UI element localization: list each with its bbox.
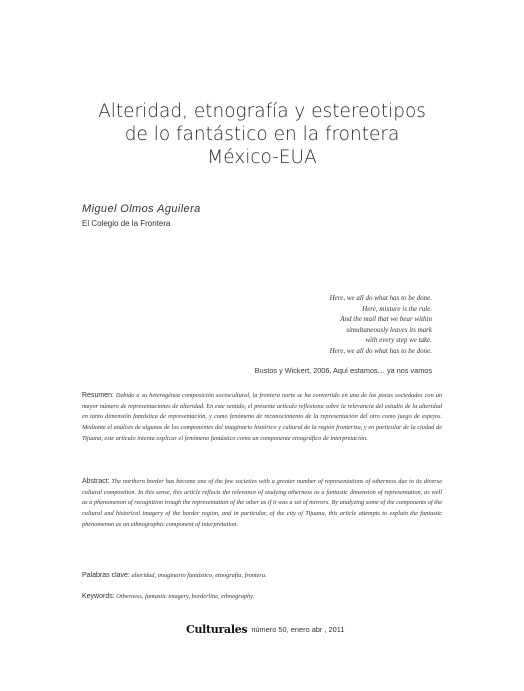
epigraph-line: And the mail that we bear within bbox=[340, 315, 432, 324]
epigraph-line: Here, we all do what has to be done. bbox=[329, 346, 432, 355]
abstract-spanish-text: Debido a su heterogénea composición sociocultural, la frontera norte se ha convertido en una de las pocas sociedades con un mayor número de representaciones de alteridad. En este sentido, el presente artículo reflexiona sobre la relevancia del estudio de la alteridad en tanto dimensión fantástica de representación, y como fenómeno de reconocimiento de la representación del otro como juego de espejos. Mediante el análisis de algunos de los componentes del imaginario histórico y cultural de la región fronteriza, y en particular de la ciudad de Tijuana, este artículo intenta explicar el fenómeno fantástico como un componente etnográfico de interpretación. bbox=[82, 392, 443, 442]
epigraph-line: Here, we all do what has to be done. bbox=[329, 294, 432, 302]
journal-logo: Culturales bbox=[186, 623, 248, 636]
title-line-2: de lo fantástico en la frontera bbox=[124, 124, 400, 145]
keywords-english bbox=[82, 592, 442, 603]
epigraph-line: Here, mixture is the rule. bbox=[362, 304, 432, 313]
page-footer bbox=[186, 623, 344, 636]
keywords-spanish-text: alteridad, imaginario fantástico, etnografía, frontera. bbox=[131, 572, 267, 579]
author-name: Miguel Olmos Aguilera bbox=[82, 203, 201, 215]
epigraph bbox=[212, 293, 432, 357]
epigraph-line: simultaneously leaves its mark bbox=[346, 325, 432, 334]
title-line-1: Alteridad, etnografía y estereotipos bbox=[98, 101, 426, 122]
keywords-english-label: Keywords: bbox=[82, 593, 115, 600]
abstract-spanish-label: Resumen: bbox=[82, 392, 114, 399]
article-title bbox=[60, 100, 464, 169]
epigraph-line: with every step we take. bbox=[365, 336, 432, 345]
abstract-english-label: Abstract: bbox=[82, 478, 110, 485]
keywords-english-text: Otherness, fantastic imagery, borderline, ethnography. bbox=[116, 593, 255, 600]
abstract-spanish bbox=[82, 391, 442, 445]
abstract-english bbox=[82, 477, 442, 531]
title-line-3: México-EUA bbox=[207, 147, 317, 168]
epigraph-source: Bustos y Wickert, 2006, Aquí estamos… ya nos vamos bbox=[254, 366, 432, 375]
keywords-spanish-label: Palabras clave: bbox=[82, 572, 130, 579]
author-affiliation: El Colegio de la Frontera bbox=[82, 219, 171, 228]
issue-info: número 50, enero abr , 2011 bbox=[251, 625, 345, 634]
keywords-spanish bbox=[82, 571, 442, 582]
abstract-english-text: The northern border has become one of the few societies with a greater number of representations of otherness due to its diverse cultural composition. In this sense, this article reflects the relevance of studying otherness as a fantastic dimension of representation, as well as a phenomenon of recognition trough the representation of the other as if it was a set of mirrors. By analyzing some of the components of the cultural and historical imagery of the border region, and in particular, of the city of Tijuana, this article attempts to explain the fantastic phenomenon as an ethnographic component of interpretation. bbox=[82, 478, 442, 528]
